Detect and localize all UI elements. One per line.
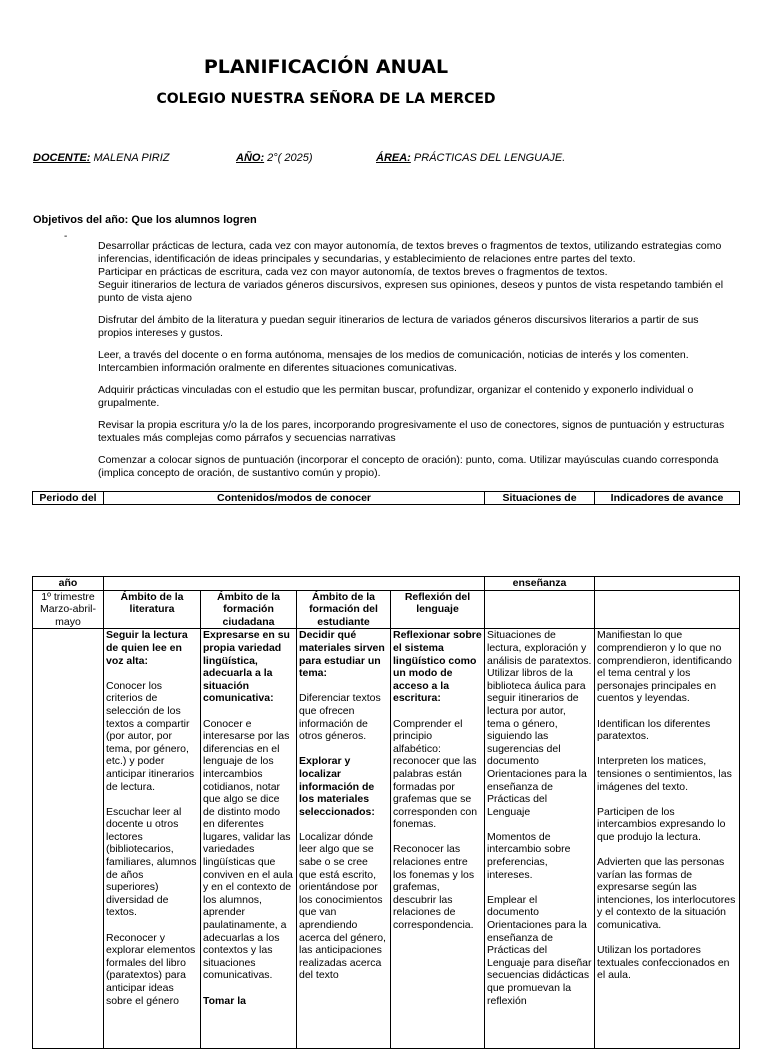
cell-paragraph: Participen de los intercambios expresando lo que produjo la lectura.: [597, 805, 726, 843]
header-blank: [104, 577, 485, 591]
page-title: PLANIFICACIÓN ANUAL: [203, 56, 449, 78]
header-contenidos: Contenidos/modos de conocer: [104, 492, 485, 505]
periodo-line: 1º trimestre: [41, 590, 95, 603]
school-name: COLEGIO NUESTRA SEÑORA DE LA MERCED: [156, 91, 496, 107]
indicadores-cell: [595, 629, 740, 1049]
area-value: PRÁCTICAS DEL LENGUAJE.: [410, 152, 566, 164]
objectives-list: [82, 240, 732, 480]
cell-paragraph: Conocer e interesarse por las diferencias en el lenguaje de los intercambios cotidianos, notar que algo se dice de distinto modo en diferentes lugares, validar las variedades lingüísticas que conviven en el aula y en el contexto de los alumnos, aprender paulatinamente, a adecuarlas a los contextos y las situaciones comunicativas.: [203, 717, 293, 982]
docente-label: DOCENTE:: [33, 152, 91, 164]
literatura-cell: [104, 629, 201, 1049]
periodo-empty-cell: [33, 629, 104, 1049]
header-situaciones: Situaciones de: [485, 492, 595, 505]
cell-paragraph: Escuchar leer al docente u otros lectores (bibliotecarios, familiares, alumnos de años superiores) diversidad de textos.: [106, 805, 197, 919]
header-ambito-ciudadana: Ámbito de la formación ciudadana: [201, 590, 297, 629]
cell-paragraph: Explorar y localizar información de los materiales seleccionados:: [299, 755, 375, 818]
cell-paragraph: Comprender el principio alfabético: reconocer que las palabras están formadas por grafemas que se corresponden con fonemas.: [393, 717, 478, 831]
info-line: [33, 152, 753, 166]
header-blank: [595, 577, 740, 591]
anio-info: [236, 152, 313, 164]
objective-text: Participar en prácticas de escritura, cada vez con mayor autonomía, de textos breves o fragmentos de textos.: [98, 266, 608, 278]
cell-paragraph: Tomar la: [203, 994, 246, 1007]
cell-paragraph: Seguir la lectura de quien lee en voz alta:: [106, 629, 188, 667]
reflexion-cell: [391, 629, 485, 1049]
periodo-cell: [33, 590, 104, 629]
cell-paragraph: Interpreten los matices, tensiones o sentimientos, las imágenes del texto.: [597, 755, 732, 793]
cell-paragraph: Decidir qué materiales sirven para estudiar un tema:: [299, 629, 385, 680]
header-blank: [485, 590, 595, 629]
header-ambito-estudiante: Ámbito de la formación del estudiante: [297, 590, 391, 629]
objective-item: [82, 419, 732, 445]
header-reflexion: Reflexión del lenguaje: [391, 590, 485, 629]
docente-info: [33, 152, 170, 164]
cell-paragraph: Expresarse en su propia variedad lingüística, adecuarla a la situación comunicativa:: [203, 629, 290, 705]
cell-paragraph: Reflexionar sobre el sistema lingüístico como un modo de acceso a la escritura:: [393, 629, 482, 705]
objective-item: [82, 384, 732, 410]
objective-item: [82, 454, 732, 480]
area-info: [376, 152, 565, 164]
cell-paragraph: Situaciones de lectura, exploración y análisis de paratextos. Utilizar libros de la biblioteca áulica para seguir itinerarios de lectura por autor, tema o género, siguiendo las sugerencias del documento Orientaciones para la enseñanza de Prácticas del Lenguaje: [487, 629, 592, 818]
header-anio: año: [33, 577, 104, 591]
objective-text: Seguir itinerarios de lectura de variados géneros discursivos, expresen sus opiniones, deseos y puntos de vista respetando también el punto de vista ajeno: [98, 279, 724, 304]
objective-text: Disfrutar del ámbito de la literatura y puedan seguir itinerarios de lectura de variados géneros discursivos literarios a partir de sus propios intereses y gustos.: [98, 314, 699, 339]
situaciones-cell: [485, 629, 595, 1049]
header-indicadores: Indicadores de avance: [595, 492, 740, 505]
docente-value: MALENA PIRIZ: [90, 152, 170, 164]
objective-item: [82, 240, 732, 266]
objective-item: [82, 349, 732, 375]
header-ambito-literatura: Ámbito de la literatura: [104, 590, 201, 629]
cell-paragraph: Emplear el documento Orientaciones para la enseñanza de Prácticas del Lenguaje para diseñar secuencias didácticas que promuevan la reflexión: [487, 893, 592, 1007]
cell-paragraph: Diferenciar textos que ofrecen información de otros géneros.: [299, 692, 381, 743]
anio-label: AÑO:: [236, 152, 265, 164]
area-label: ÁREA:: [376, 152, 411, 164]
cell-paragraph: Manifiestan lo que comprendieron y lo que no comprendieron, identificando el tema central y los personajes principales en cuentos y leyendas.: [597, 629, 732, 705]
objectives-dash: -: [64, 231, 68, 242]
objective-item: [82, 279, 732, 305]
periodo-line: Marzo-abril-: [39, 603, 96, 616]
objective-text: Revisar la propia escritura y/o la de los pares, incorporando progresivamente el uso de conectores, signos de puntuación y estructuras textuales más complejas como párrafos y secuencias narrativas: [98, 419, 725, 444]
objective-item: [82, 314, 732, 340]
estudiante-cell: [297, 629, 391, 1049]
objective-item: [82, 266, 732, 279]
ciudadana-cell: [201, 629, 297, 1049]
cell-paragraph: Utilizan los portadores textuales confeccionados en el aula.: [597, 944, 730, 982]
cell-paragraph: Identifican los diferentes paratextos.: [597, 717, 711, 743]
cell-paragraph: Momentos de intercambio sobre preferencias, intereses.: [487, 830, 571, 881]
table-header-top: [32, 491, 740, 505]
objective-text: Adquirir prácticas vinculadas con el estudio que les permitan buscar, profundizar, organizar el contenido y exponerlo individual o grupalmente.: [98, 384, 694, 409]
anio-value: 2°( 2025): [264, 152, 313, 164]
objective-text: Desarrollar prácticas de lectura, cada vez con mayor autonomía, de textos breves o fragmentos de textos, utilizando estrategias como inferencias, identificación de ideas principales y secundarias, y establecimiento de relaciones entre partes del texto.: [98, 240, 722, 265]
periodo-line: mayo: [55, 615, 81, 628]
objective-text: Comenzar a colocar signos de puntuación (incorporar el concepto de oración): punto, coma. Utilizar mayúsculas cuando corresponda (implica concepto de oración, de sustantivo común y propio).: [98, 454, 719, 479]
cell-paragraph: Reconocer las relaciones entre los fonemas y los grafemas, descubrir las relaciones de correspondencia.: [393, 843, 475, 932]
objectives-title: Objetivos del año: Que los alumnos logren: [33, 214, 257, 226]
header-periodo: Periodo del: [33, 492, 104, 505]
objective-text: Leer, a través del docente o en forma autónoma, mensajes de los medios de comunicación, noticias de interés y los comenten. Intercambien información oralmente en diferentes situaciones comunicativas.: [98, 349, 689, 374]
cell-paragraph: Advierten que las personas varían las formas de expresarse según las intenciones, los interlocutores y el contexto de la situación comunicativa.: [597, 856, 736, 932]
planning-table: [32, 576, 740, 1049]
header-ensenanza: enseñanza: [485, 577, 595, 591]
cell-paragraph: Conocer los criterios de selección de los textos a compartir (por autor, por tema, por género, etc.) y poder anticipar itinerarios de lectura.: [106, 679, 195, 793]
header-blank: [595, 590, 740, 629]
cell-paragraph: Reconocer y explorar elementos formales del libro (paratextos) para anticipar ideas sobre el género: [106, 931, 196, 1007]
cell-paragraph: Localizar dónde leer algo que se sabe o se cree que está escrito, orientándose por los conocimientos que van aprendiendo acerca del género, las anticipaciones realizadas acerca del texto: [299, 830, 386, 982]
